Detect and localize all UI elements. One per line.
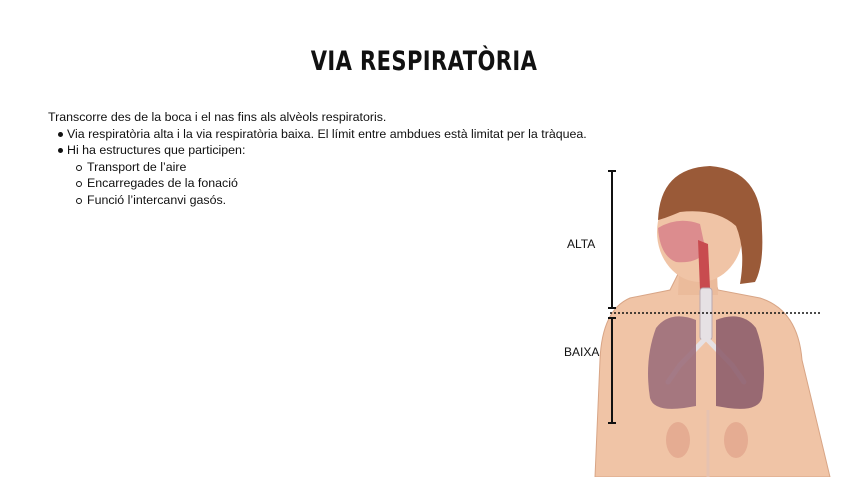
trachea <box>700 288 712 340</box>
bullet-item: Via respiratòria alta i la via respiratòria baixa. El límit entre ambdues està limitat per la tràquea. <box>48 126 587 143</box>
bullet-item-label: Hi ha estructures que participen: <box>67 143 246 157</box>
slide-title: VIA RESPIRATÒRIA <box>310 46 538 77</box>
anatomy-illustration <box>550 160 848 477</box>
bullet-list <box>48 126 587 209</box>
label-upper-airway: ALTA <box>567 237 596 251</box>
sub-bullet-item: Encarregades de la fonació <box>67 175 587 192</box>
sub-bullet-item: Transport de l’aire <box>67 159 587 176</box>
kidney-right <box>724 422 748 458</box>
kidney-left <box>666 422 690 458</box>
label-lower-airway: BAIXA <box>564 345 600 359</box>
sub-bullet-item: Funció l’intercanvi gasós. <box>67 192 587 209</box>
body-text <box>48 109 587 208</box>
left-lung <box>648 316 696 408</box>
intro-paragraph: Transcorre des de la boca i el nas fins als alvèols respiratoris. <box>48 110 387 124</box>
upper-bracket <box>608 171 616 308</box>
sub-bullet-list <box>67 159 587 209</box>
right-lung <box>716 316 764 408</box>
bullet-item-structures <box>48 142 587 208</box>
